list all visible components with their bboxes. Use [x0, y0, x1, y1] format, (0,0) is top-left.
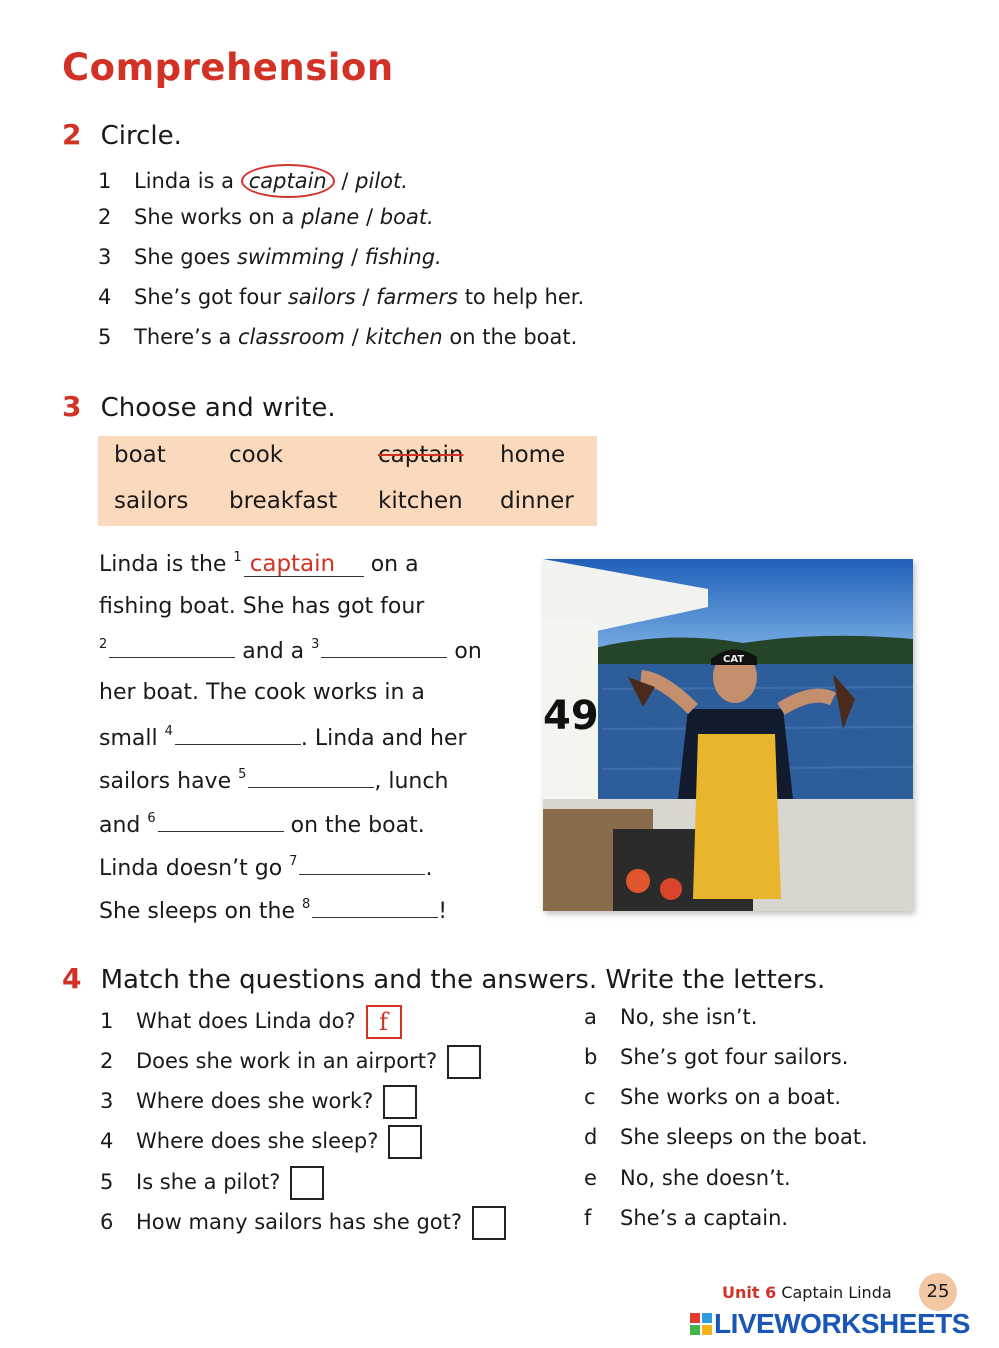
option-kitchen[interactable]: kitchen — [365, 325, 443, 349]
answer-c: c She works on a boat. — [584, 1085, 842, 1109]
circle-item-5: 5 There’s a classroom / kitchen on the boat. — [98, 325, 578, 349]
liveworksheets-icon — [690, 1313, 712, 1335]
exercise-3-header — [62, 390, 336, 423]
gap-8-input[interactable] — [312, 898, 438, 918]
gap-line-8: Linda doesn’t go $^7$ . — [99, 854, 433, 881]
circle-item-3: 3 She goes swimming / fishing. — [98, 245, 442, 269]
gap-line-4: her boat. The cook works in a — [99, 680, 425, 705]
word-captain-used: captain — [378, 442, 464, 468]
option-pilot[interactable]: pilot. — [355, 169, 408, 193]
gap-line-1: Linda is the $^1$ captain on a — [99, 550, 419, 577]
option-farmers[interactable]: farmers — [376, 285, 459, 309]
exercise-number: 3 — [62, 390, 82, 423]
word-kitchen: kitchen — [378, 488, 463, 514]
option-swimming[interactable]: swimming — [236, 245, 345, 269]
boat-number: 49 — [543, 693, 599, 739]
answer-d: d She sleeps on the boat. — [584, 1125, 868, 1149]
option-boat[interactable]: boat. — [379, 205, 434, 229]
page-title: Comprehension — [62, 46, 394, 89]
exercise-number: 4 — [62, 962, 82, 995]
word-cook: cook — [229, 442, 284, 468]
answer-box-1[interactable]: f — [366, 1005, 402, 1039]
question-3: 3 Where does she work? — [100, 1085, 417, 1119]
option-plane[interactable]: plane — [301, 205, 360, 229]
gap-2-input[interactable] — [109, 638, 235, 658]
footer-unit: Unit 6 Captain Linda — [722, 1283, 892, 1302]
gap-6-input[interactable] — [158, 812, 284, 832]
exercise-number: 2 — [62, 118, 82, 151]
exercise-2-header — [62, 118, 182, 151]
gap-5-input[interactable] — [248, 768, 374, 788]
word-home: home — [500, 442, 566, 468]
answer-box-3[interactable] — [383, 1085, 417, 1119]
word-boat: boat — [114, 442, 166, 468]
word-sailors: sailors — [114, 488, 189, 514]
question-4: 4 Where does she sleep? — [100, 1125, 422, 1159]
word-breakfast: breakfast — [229, 488, 338, 514]
answer-box-5[interactable] — [290, 1166, 324, 1200]
exercise-heading: Choose and write. — [100, 393, 336, 423]
option-fishing[interactable]: fishing. — [364, 245, 442, 269]
page-number: 25 — [919, 1273, 957, 1311]
answer-b: b She’s got four sailors. — [584, 1045, 849, 1069]
answer-box-6[interactable] — [472, 1206, 506, 1240]
gap-line-7: and $^6$ on the boat. — [99, 811, 425, 838]
gap-line-2: fishing boat. She has got four — [99, 594, 425, 619]
exercise-4-header — [62, 962, 825, 995]
gap-1-answer[interactable]: captain — [244, 552, 364, 577]
circle-item-2: 2 She works on a plane / boat. — [98, 205, 434, 229]
question-6: 6 How many sailors has she got? — [100, 1206, 506, 1240]
cap-logo-text: CAT — [723, 654, 745, 665]
option-sailors[interactable]: sailors — [287, 285, 356, 309]
liveworksheets-logo[interactable]: LIVEWORKSHEETS — [690, 1308, 970, 1340]
gap-7-input[interactable] — [299, 855, 425, 875]
exercise-heading: Match the questions and the answers. Write the letters. — [100, 965, 826, 995]
answer-a: a No, she isn’t. — [584, 1005, 758, 1029]
question-5: 5 Is she a pilot? — [100, 1166, 324, 1200]
circle-item-4: 4 She’s got four sailors / farmers to help her. — [98, 285, 585, 309]
gap-line-5: small $^4$ . Linda and her — [99, 724, 467, 751]
circled-answer[interactable]: captain — [241, 164, 335, 198]
answer-f: f She’s a captain. — [584, 1206, 789, 1230]
answer-box-4[interactable] — [388, 1125, 422, 1159]
exercise-heading: Circle. — [100, 121, 182, 151]
gap-4-input[interactable] — [175, 725, 301, 745]
circle-item-1: 1 Linda is a captain / pilot. — [98, 164, 408, 198]
question-1: 1 What does Linda do? f — [100, 1005, 402, 1039]
captain-linda-photo — [543, 559, 913, 911]
word-box — [98, 436, 597, 526]
word-dinner: dinner — [500, 488, 574, 514]
question-2: 2 Does she work in an airport? — [100, 1045, 481, 1079]
gap-line-3: $^2$ and a $^3$ on — [99, 637, 482, 664]
gap-line-9: She sleeps on the $^8$ ! — [99, 897, 448, 924]
gap-line-6: sailors have $^5$ , lunch — [99, 767, 449, 794]
answer-e: e No, she doesn’t. — [584, 1166, 791, 1190]
option-classroom[interactable]: classroom — [238, 325, 345, 349]
gap-3-input[interactable] — [321, 638, 447, 658]
answer-box-2[interactable] — [447, 1045, 481, 1079]
